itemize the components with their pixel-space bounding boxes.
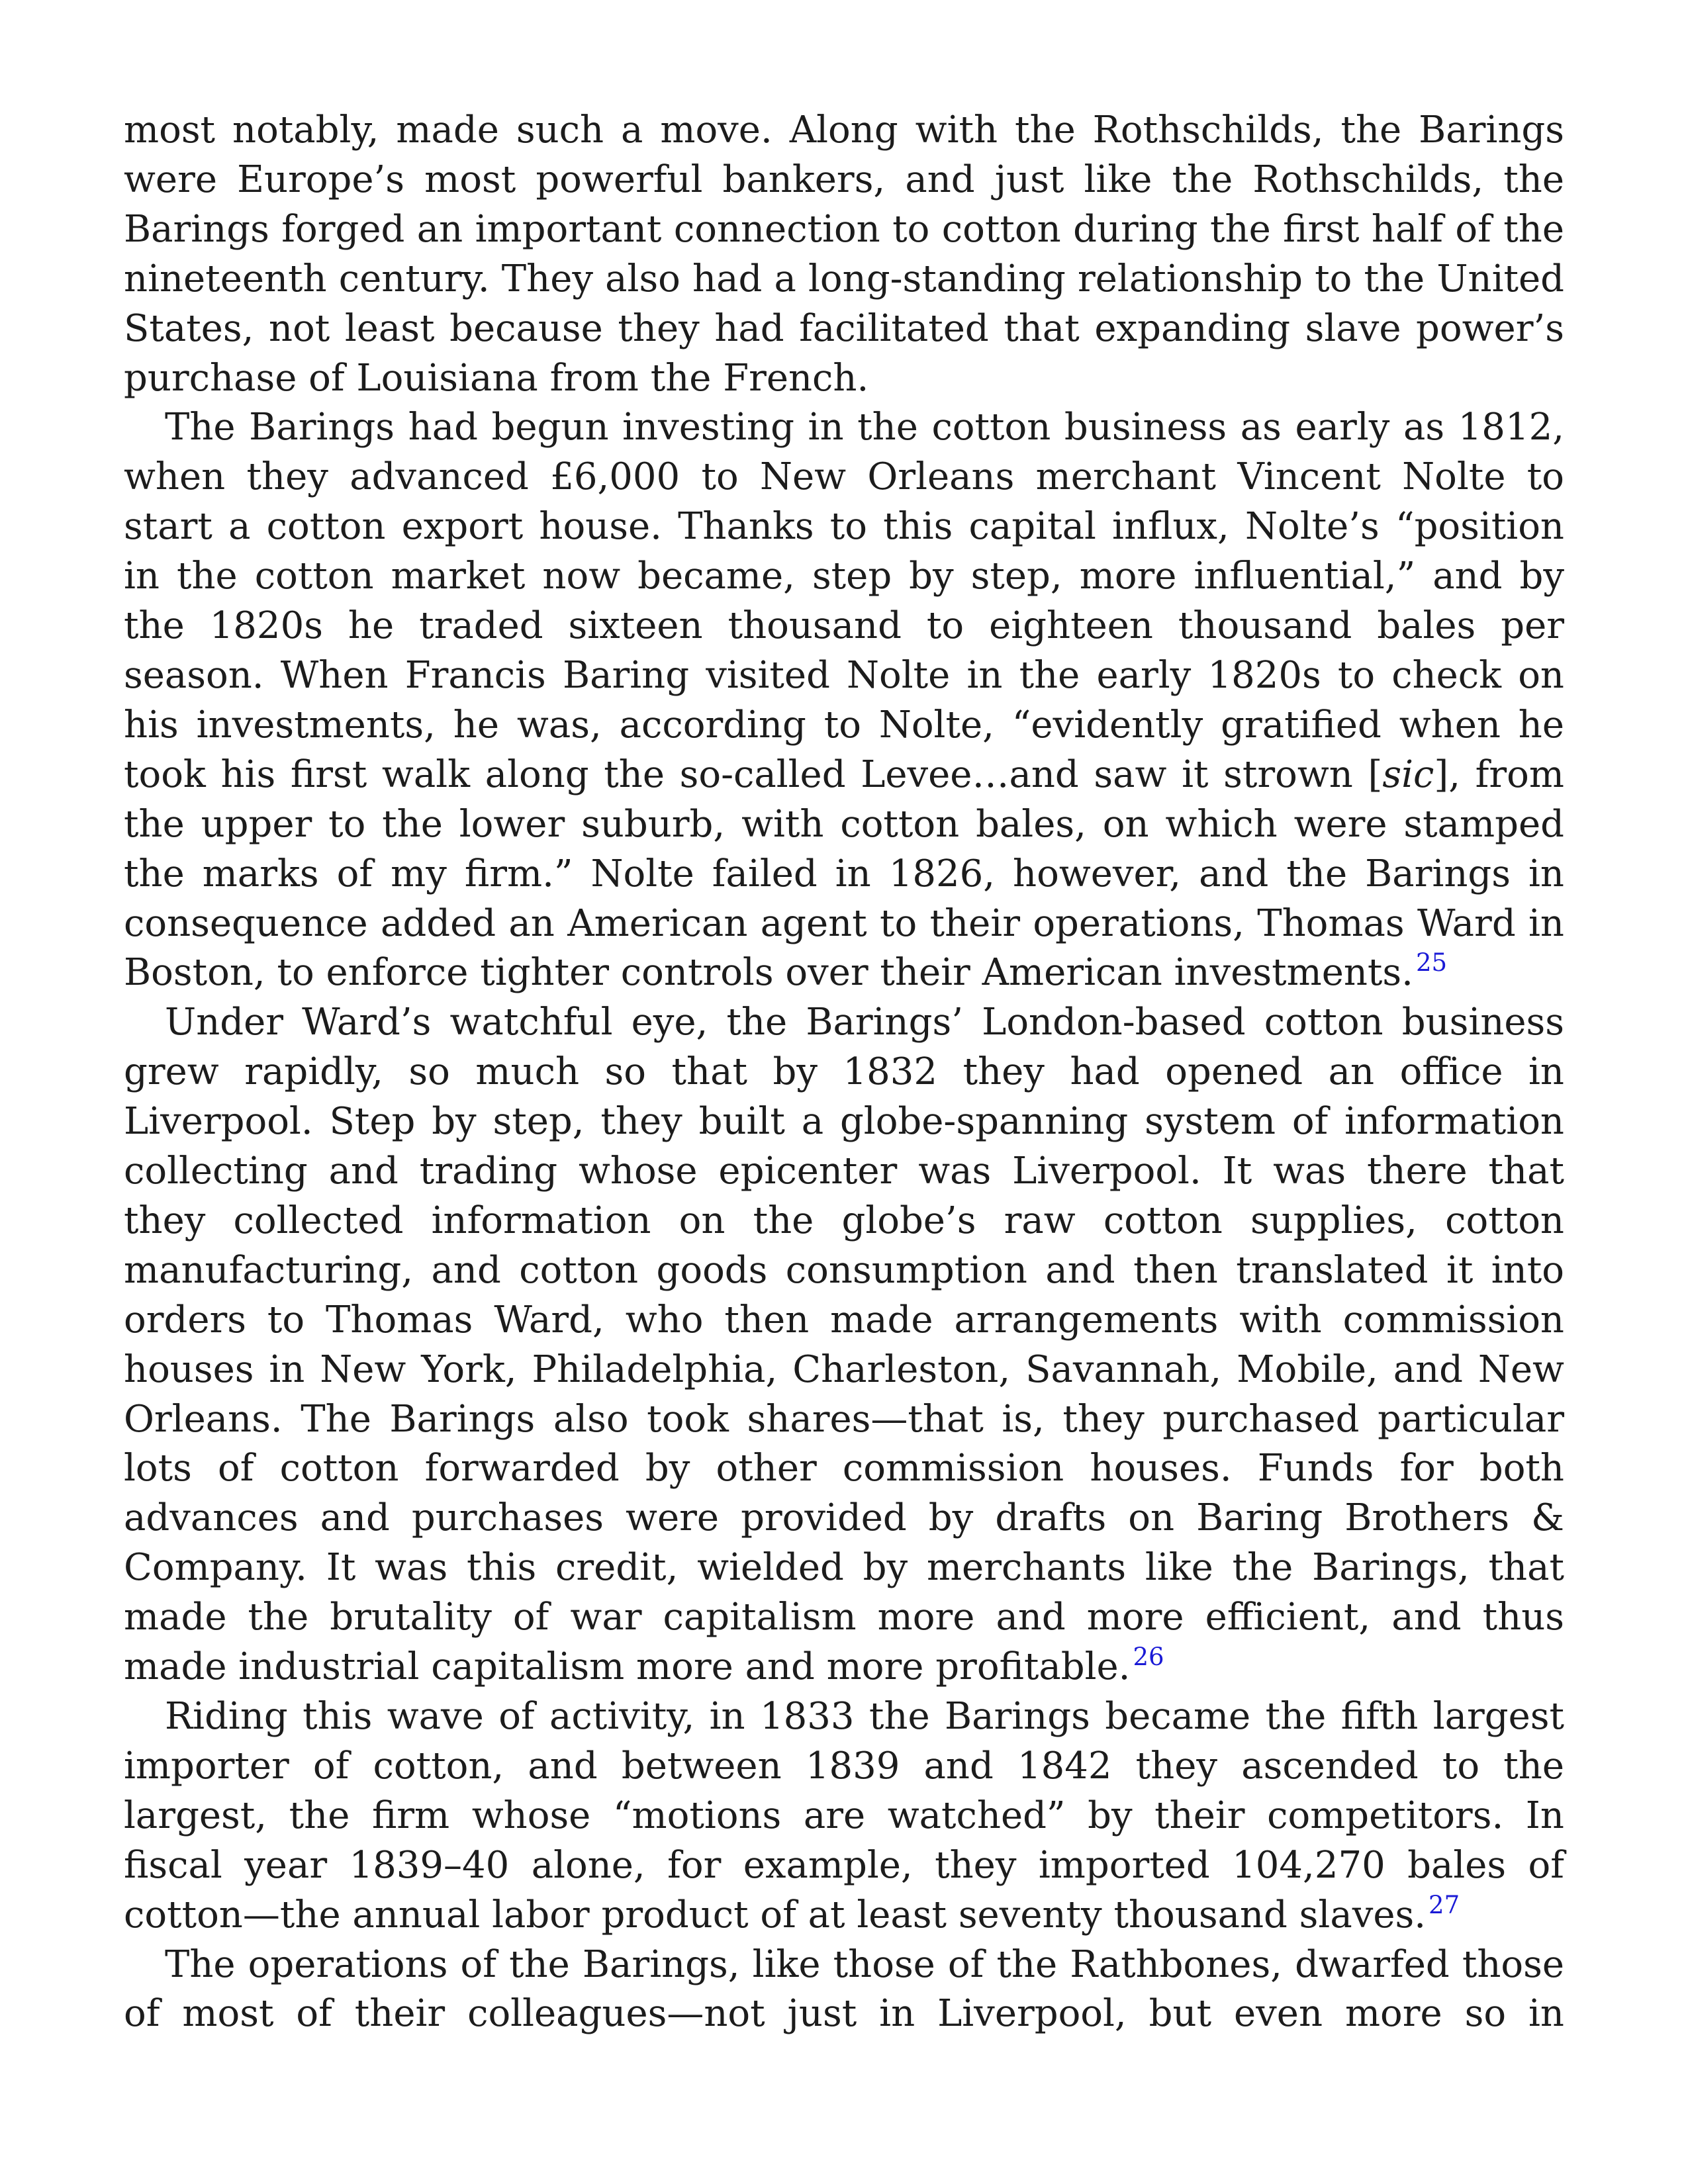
paragraph-text: The Barings had begun investing in the cotton business as early as 1812, when they advanced £6,000 to New Orleans merchant Vincent Nolte to start a cotton export house. Thanks to this capital influx, Nolte’s “position in the cotton market now became, step by step, more influential,” and by the 1820s he traded sixteen thousand to eighteen thousand bales per season. When Francis Baring visited Nolte in the early 1820s to check on his investments, he was, according to Nolte, “evidently gratified when he took his first walk along the so-called Levee…and saw it strown [ — [124, 406, 1564, 796]
footnote-link-27[interactable]: 27 — [1429, 1890, 1460, 1919]
italic-term: sic — [1382, 752, 1434, 796]
paragraph-text: The operations of the Barings, like those of the Rathbones, dwarfed those of most of their colleagues—not just in Liverpool, but even more so in — [124, 1942, 1564, 2036]
paragraph-text: most notably, made such a move. Along with the Rothschilds, the Barings were Europe’s most powerful bankers, and just like the Rothschilds, the Barings forged an important connection to cotton during the first half of the nineteenth century. They also had a long-standing relationship to the United States, not least because they had facilitated that expanding slave power’s purchase of Louisiana from the French. — [124, 109, 1564, 400]
paragraph-text: ], from the upper to the lower suburb, with cotton bales, on which were stamped the marks of my firm.” Nolte failed in 1826, however, and the Barings in consequence added an American agent to their operations, Thomas Ward in Boston, to enforce tighter controls over their American investments. — [124, 752, 1564, 995]
paragraph-2 — [124, 403, 1564, 998]
paragraph-5 — [124, 1940, 1564, 2040]
paragraph-1 — [124, 106, 1564, 403]
footnote-link-26[interactable]: 26 — [1133, 1643, 1164, 1672]
footnote-link-25[interactable]: 25 — [1415, 948, 1448, 978]
paragraph-text: Riding this wave of activity, in 1833 the Barings became the fifth largest importer of cotton, and between 1839 and 1842 they ascended to the largest, the firm whose “motions are watched” by their competitors. In fiscal year 1839–40 alone, for example, they imported 104,270 bales of cotton—the annual labor product of at least seventy thousand slaves. — [124, 1695, 1564, 1936]
paragraph-4 — [124, 1692, 1564, 1940]
paragraph-text: Under Ward’s watchful eye, the Barings’ London-based cotton business grew rapidly, so much so that by 1832 they had opened an office in Liverpool. Step by step, they built a globe-spanning system of information collecting and trading whose epicenter was Liverpool. It was there that they collected information on the globe’s raw cotton supplies, cotton manufacturing, and cotton goods consumption and then translated it into orders to Thomas Ward, who then made arrangements with commission houses in New York, Philadelphia, Charleston, Savannah, Mobile, and New Orleans. The Barings also took shares—that is, they purchased particular lots of cotton forwarded by other commission houses. Funds for both advances and purchases were provided by drafts on Baring Brothers & Company. It was this credit, wielded by merchants like the Barings, that made the brutality of war capitalism more and more efficient, and thus made industrial capitalism more and more profitable. — [124, 1001, 1564, 1689]
paragraph-3 — [124, 998, 1564, 1692]
page-body — [124, 106, 1564, 2039]
